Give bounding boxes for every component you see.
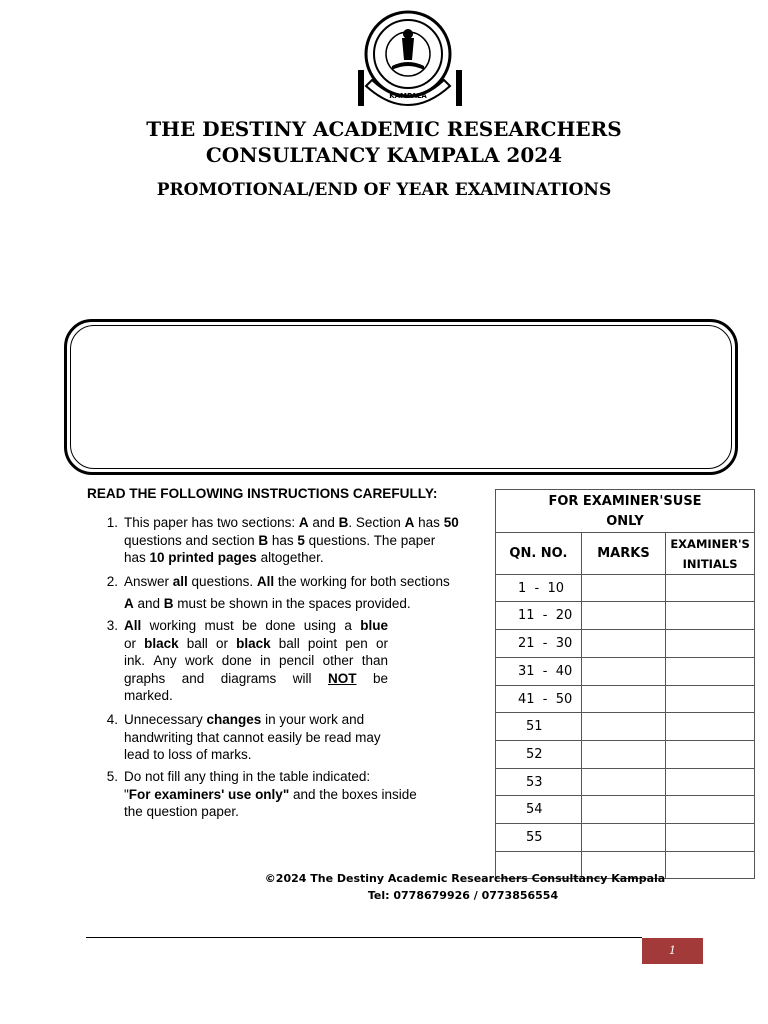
marks-cell[interactable] [581,630,665,658]
initials-cell[interactable] [666,575,755,602]
exam-title: PROMOTIONAL/END OF YEAR EXAMINATIONS [156,180,612,200]
marks-cell[interactable] [581,741,665,769]
initials-cell[interactable] [666,602,755,630]
school-logo [358,10,462,110]
table-row [496,630,755,658]
marks-cell[interactable] [581,658,665,686]
institution-name-line2: CONSULTANCY KAMPALA 2024 [205,143,563,167]
column-header-initials: EXAMINER'S INITIALS [666,533,755,575]
table-row [496,741,755,769]
table-title: FOR EXAMINER'SUSE ONLY [496,490,755,533]
table-row [496,686,755,713]
column-header-marks: MARKS [581,533,665,575]
examiner-use-table [495,489,755,879]
telephone-text: Tel: 0778679926 / 0773856554 [367,889,559,902]
initials-cell[interactable] [666,686,755,713]
instruction-number: 3. [106,618,118,633]
question-number-cell: 55 [496,824,582,852]
initials-cell[interactable] [666,713,755,741]
question-number-cell: 1 - 10 [496,575,582,602]
page-number: 1 [642,938,703,964]
initials-cell[interactable] [666,658,755,686]
instruction-number: 4. [106,712,118,727]
table-row [496,796,755,824]
marks-cell[interactable] [581,713,665,741]
table-row [496,658,755,686]
table-row [496,713,755,741]
column-header-qn: QN. NO. [496,533,582,575]
marks-cell[interactable] [581,769,665,796]
marks-cell[interactable] [581,575,665,602]
question-number-cell: 54 [496,796,582,824]
marks-cell[interactable] [581,686,665,713]
initials-cell[interactable] [666,796,755,824]
initials-cell[interactable] [666,630,755,658]
initials-cell[interactable] [666,741,755,769]
initials-cell[interactable] [666,824,755,852]
instruction-number: 2. [106,574,118,589]
copyright-text: ©2024 The Destiny Academic Researchers Consultancy Kampala [264,872,666,885]
candidate-details-box [64,319,738,475]
initials-cell[interactable] [666,769,755,796]
svg-text:KAMPALA: KAMPALA [389,92,427,100]
table-row [496,824,755,852]
institution-name-line1: THE DESTINY ACADEMIC RESEARCHERS [146,117,622,141]
marks-cell[interactable] [581,796,665,824]
instruction-number: 1. [106,515,118,530]
question-number-cell: 53 [496,769,582,796]
question-number-cell: 21 - 30 [496,630,582,658]
question-number-cell: 31 - 40 [496,658,582,686]
instructions-heading: READ THE FOLLOWING INSTRUCTIONS CAREFULLY: [87,486,438,501]
question-number-cell: 11 - 20 [496,602,582,630]
marks-cell[interactable] [581,602,665,630]
question-number-cell: 41 - 50 [496,686,582,713]
instruction-number: 5. [106,769,118,784]
table-row [496,769,755,796]
question-number-cell: 52 [496,741,582,769]
marks-cell[interactable] [581,824,665,852]
footer-divider [86,937,642,938]
table-row [496,575,755,602]
table-row [496,602,755,630]
question-number-cell: 51 [496,713,582,741]
